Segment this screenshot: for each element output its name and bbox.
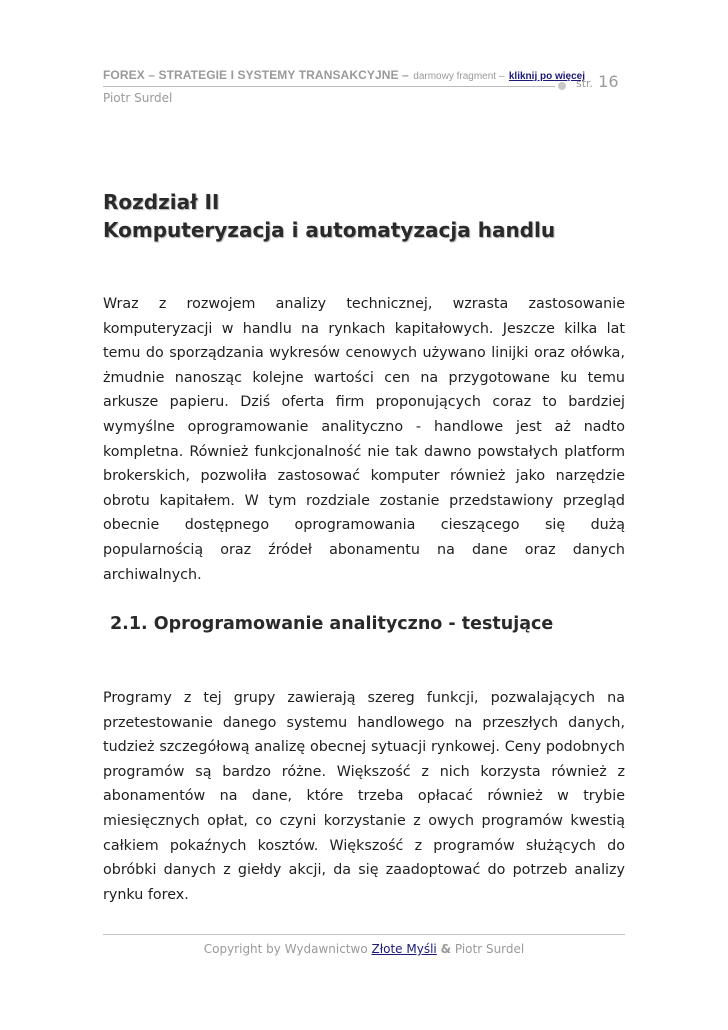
page-number bbox=[576, 72, 619, 91]
chapter-title bbox=[103, 188, 555, 244]
copyright-text: Copyright by Wydawnictwo bbox=[203, 942, 368, 956]
chapter-number: Rozdział II bbox=[103, 190, 220, 214]
bullet-icon bbox=[558, 82, 566, 90]
footer bbox=[0, 942, 728, 956]
more-link[interactable]: kliknij po więcej bbox=[508, 71, 586, 82]
free-fragment-label: darmowy fragment – bbox=[413, 71, 505, 82]
body-paragraph-2: Programy z tej grupy zawierają szereg funkcji, pozwalających na przetestowanie danego systemu handlowego na przeszłych danych, tudzież szczegółową analizę obecnej sytuacji rynkowej. Ceny podobnych programów są bardzo różne. Większość z nich korzysta również z abonamentów na dane, które trzeba opłacać również w trybie miesięcznych opłat, co czyni korzystanie z owych programów kwestią całkiem pokaźnych kosztów. Większość z programów służących do obróbki danych z giełdy akcji, da się zaadoptować do potrzeb analizy rynku forex. bbox=[103, 690, 625, 903]
page-label: str. bbox=[576, 77, 594, 90]
body-paragraph-1: Wraz z rozwojem analizy technicznej, wzrasta zastosowanie komputeryzacji w handlu na rynkach kapitałowych. Jeszcze kilka lat temu do sporządzania wykresów cenowych używano linijki oraz ołówka, żmudnie nanosząc kolejne wartości cen na przygotowane ku temu arkusze papieru. Dziś oferta firm proponujących coraz to bardziej wymyślne oprogramowanie analityczno - handlowe jest aż nadto kompletna. Również funkcjonalność nie tak dawno powstałych platform brokerskich, pozwoliła zastosować komputer również jako narzędzie obrotu kapitałem. W tym rozdziale zostanie przedstawiony przegląd obecnie dostępnego oprogramowania cieszącego się dużą popularnością oraz źródeł abonamentu na dane oraz danych archiwalnych. bbox=[103, 296, 625, 583]
section-heading: 2.1. Oprogramowanie analityczno - testujące bbox=[110, 614, 554, 634]
header-author: Piotr Surdel bbox=[103, 91, 173, 105]
page-number-value: 16 bbox=[598, 72, 619, 91]
publisher-link[interactable]: Złote Myśli bbox=[371, 942, 437, 956]
footer-author: Piotr Surdel bbox=[454, 942, 525, 956]
footer-divider bbox=[103, 934, 625, 935]
chapter-name: Komputeryzacja i automatyzacja handlu bbox=[103, 218, 556, 242]
book-title: FOREX – STRATEGIE I SYSTEMY TRANSAKCYJNE – bbox=[103, 68, 409, 82]
running-header bbox=[103, 66, 586, 84]
header-divider bbox=[103, 86, 555, 87]
ampersand: & bbox=[440, 942, 452, 956]
